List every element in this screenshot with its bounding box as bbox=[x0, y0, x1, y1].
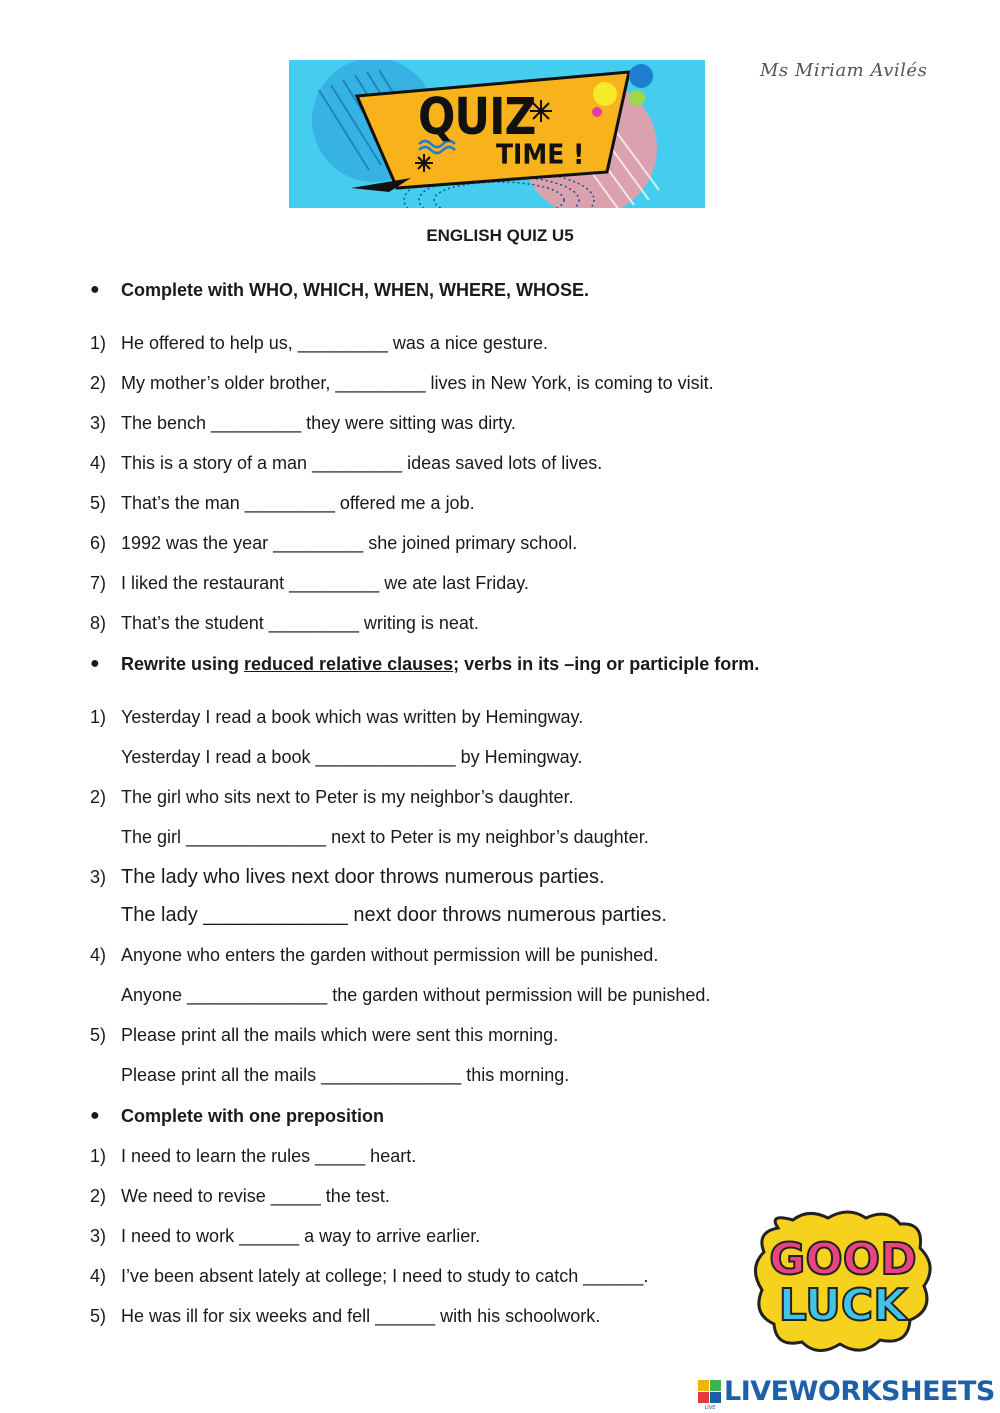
question-text: That’s the student _________ writing is neat. bbox=[121, 613, 479, 633]
question-text: He offered to help us, _________ was a nice gesture. bbox=[121, 333, 548, 353]
question-text: Yesterday I read a book which was written by Hemingway. bbox=[121, 707, 584, 727]
question-text: This is a story of a man _________ ideas saved lots of lives. bbox=[121, 453, 603, 473]
question-text: That’s the man _________ offered me a job. bbox=[121, 493, 475, 513]
rewrite-text: The girl ______________ next to Peter is my neighbor’s daughter. bbox=[121, 827, 649, 847]
rewrite-text: Anyone ______________ the garden without permission will be punished. bbox=[121, 985, 711, 1005]
bullet-icon: ● bbox=[90, 281, 100, 298]
question-text: The girl who sits next to Peter is my neighbor’s daughter. bbox=[121, 787, 574, 807]
question-text: We need to revise _____ the test. bbox=[121, 1186, 390, 1206]
question-text: I need to work ______ a way to arrive earlier. bbox=[121, 1226, 481, 1246]
bullet-icon: ● bbox=[90, 1107, 100, 1124]
question-text: Anyone who enters the garden without permission will be punished. bbox=[121, 945, 659, 965]
question-text: The bench _________ they were sitting was dirty. bbox=[121, 413, 516, 433]
liveworksheets-logo-icon bbox=[698, 1376, 722, 1410]
question-text: He was ill for six weeks and fell ______ with his schoolwork. bbox=[121, 1306, 601, 1326]
rewrite-text: The lady _____________ next door throws numerous parties. bbox=[121, 904, 667, 926]
question-text: Please print all the mails which were sent this morning. bbox=[121, 1025, 559, 1045]
question-text: The lady who lives next door throws numerous parties. bbox=[121, 866, 605, 888]
author-signature: Ms Miriam Avilés bbox=[760, 60, 928, 81]
bullet-icon: ● bbox=[90, 655, 100, 672]
good-luck-sticker bbox=[748, 1208, 938, 1358]
rewrite-text: Yesterday I read a book ______________ by Hemingway. bbox=[121, 747, 583, 767]
question-text: I liked the restaurant _________ we ate last Friday. bbox=[121, 573, 529, 593]
luck-text: LUCK bbox=[778, 1280, 908, 1331]
banner-time-text: TIME ! bbox=[496, 138, 585, 170]
question-text: My mother’s older brother, _________ lives in New York, is coming to visit. bbox=[121, 373, 714, 393]
question-text: I’ve been absent lately at college; I need to study to catch ______. bbox=[121, 1266, 649, 1286]
question-text: I need to learn the rules _____ heart. bbox=[121, 1146, 417, 1166]
question-text: 1992 was the year _________ she joined primary school. bbox=[121, 533, 578, 553]
svg-text:LIVE: LIVE bbox=[704, 1405, 716, 1410]
liveworksheets-brand: LIVEWORKSHEETS bbox=[724, 1376, 995, 1407]
rewrite-text: Please print all the mails ______________ this morning. bbox=[121, 1065, 570, 1085]
page-title: ENGLISH QUIZ U5 bbox=[426, 226, 574, 245]
good-text: GOOD bbox=[769, 1234, 917, 1285]
banner-quiz-text: QUIZ bbox=[418, 88, 536, 147]
